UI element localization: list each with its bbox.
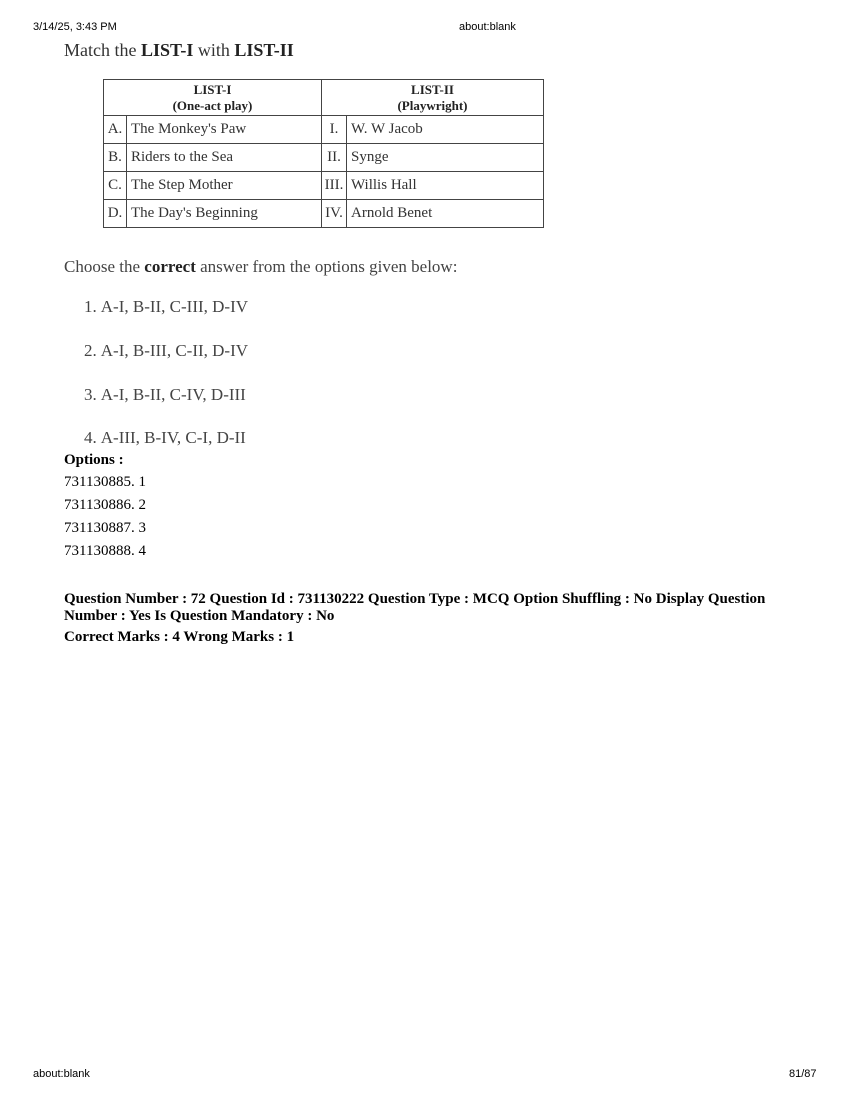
page-number: 81/87 [789, 1068, 817, 1080]
list2-heading: LIST-II [411, 81, 454, 97]
list2-item: Synge [347, 144, 544, 172]
answer-choice [84, 385, 246, 405]
list2-item: W. W Jacob [347, 116, 544, 144]
row-roman: III. [322, 172, 347, 200]
choose-prefix: Choose the [64, 257, 145, 276]
answer-choice [84, 341, 248, 361]
title-list1: LIST-I [140, 40, 194, 60]
list1-item: The Monkey's Paw [127, 116, 322, 144]
list1-item: Riders to the Sea [127, 144, 322, 172]
row-roman: IV. [322, 200, 347, 228]
row-roman: I. [322, 116, 347, 144]
answer-choice [84, 297, 248, 317]
table-row [104, 200, 544, 228]
table-row [104, 172, 544, 200]
choice-text: A-I, B-II, C-III, D-IV [100, 297, 249, 316]
choice-text: A-III, B-IV, C-I, D-II [100, 428, 246, 447]
row-letter: C. [104, 172, 127, 200]
print-datetime: 3/14/25, 3:43 PM [33, 21, 117, 33]
question-meta: Question Number : 72 Question Id : 731130222 Question Type : MCQ Option Shuffling : No Display Question Number : Yes Is Question Mandatory : No [64, 591, 766, 624]
options-label: Options : [64, 452, 124, 468]
list1-header [104, 80, 322, 116]
list2-item: Willis Hall [347, 172, 544, 200]
option-id: 731130886. 2 [64, 497, 146, 513]
marks-info: Correct Marks : 4 Wrong Marks : 1 [64, 629, 295, 645]
option-id: 731130885. 1 [64, 474, 146, 490]
row-roman: II. [322, 144, 347, 172]
option-id: 731130887. 3 [64, 520, 146, 536]
choice-number: 3. [84, 385, 97, 404]
row-letter: D. [104, 200, 127, 228]
answer-choice [84, 428, 246, 448]
choice-number: 2. [84, 341, 97, 360]
footer-url: about:blank [33, 1068, 90, 1080]
table-row [104, 116, 544, 144]
list2-subheading: (Playwright) [397, 97, 468, 113]
list2-item: Arnold Benet [347, 200, 544, 228]
list1-item: The Step Mother [127, 172, 322, 200]
table-row [104, 144, 544, 172]
list1-subheading: (One-act play) [172, 97, 253, 113]
row-letter: A. [104, 116, 127, 144]
choice-number: 1. [84, 297, 97, 316]
question-title [64, 40, 294, 61]
row-letter: B. [104, 144, 127, 172]
choice-text: A-I, B-II, C-IV, D-III [100, 385, 246, 404]
option-id: 731130888. 4 [64, 543, 146, 559]
choice-text: A-I, B-III, C-II, D-IV [100, 341, 249, 360]
title-list2: LIST-II [234, 40, 294, 60]
match-table [103, 79, 544, 228]
choose-bold: correct [144, 257, 196, 276]
choose-instruction [64, 257, 457, 277]
title-mid: with [193, 40, 235, 60]
title-prefix: Match the [64, 40, 141, 60]
list1-item: The Day's Beginning [127, 200, 322, 228]
list2-header [322, 80, 544, 116]
choice-number: 4. [84, 428, 97, 447]
match-table-header [104, 80, 544, 116]
print-url: about:blank [459, 21, 516, 33]
choose-suffix: answer from the options given below: [195, 257, 458, 276]
list1-heading: LIST-I [193, 81, 232, 97]
